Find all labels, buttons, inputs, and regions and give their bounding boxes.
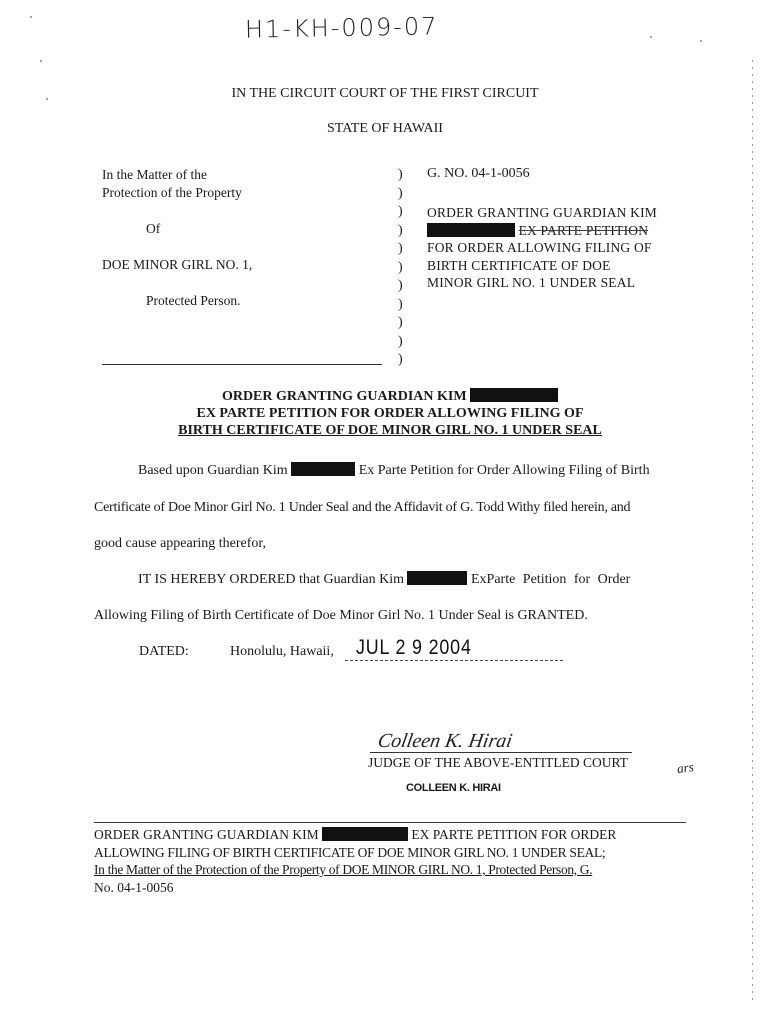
footer-line-1-a: ORDER GRANTING GUARDIAN KIM [94,827,319,842]
order-heading [90,388,690,439]
caption-title-line-3: FOR ORDER ALLOWING FILING OF [427,240,652,255]
dated-place: Honolulu, Hawaii, [230,644,334,659]
body-p2-line-1 [138,571,630,588]
redaction-bar [407,571,467,585]
caption-title-line-4: BIRTH CERTIFICATE OF DOE [427,257,611,273]
paren: ) [398,222,403,238]
paren: ) [398,352,403,367]
judge-title: JUDGE OF THE ABOVE-ENTITLED COURT [368,755,628,770]
paren: ) [398,241,403,256]
redaction-bar [427,223,515,237]
heading-line-1 [90,388,690,405]
footer-line-3: In the Matter of the Protection of the Property of DOE MINOR GIRL NO. 1, Protected Person, G. [94,862,593,877]
caption-title-line-1: ORDER GRANTING GUARDIAN KIM [427,205,658,220]
body-p2-text-b: ExParte Petition for Order [470,572,631,587]
case-number: G. NO. 04-1-0056 [427,166,530,181]
caption-protected: Protected Person. [146,293,241,308]
body-p1-line-2: Certificate of Doe Minor Girl No. 1 Under Seal and the Affidavit of G. Todd Withy filed herein, and [94,500,631,515]
caption-party: DOE MINOR GIRL NO. 1, [102,257,253,272]
paren: ) [398,185,403,201]
body-p1-line-3: good cause appearing therefor, [94,536,267,551]
caption-of: Of [146,221,161,236]
scan-edge-mark [752,60,753,1000]
matter-line-2: Protection of the Property [102,185,242,200]
paren: ) [398,296,403,312]
scan-speck [30,16,32,18]
date-line [345,660,563,661]
dated-label: DATED: [139,644,189,659]
judge-signature: Colleen K. Hirai [376,730,514,752]
paren: ) [398,333,403,349]
court-state: STATE OF HAWAII [327,121,443,136]
footer-line-1-b: EX PARTE PETITION FOR ORDER [411,827,617,842]
redaction-bar [470,388,558,402]
caption-title-line-2 [427,222,727,240]
judge-initials: ars [675,758,695,777]
caption-divider [398,166,403,370]
handwritten-case-stamp: H1-KH-009-07 [244,12,439,44]
caption-left [102,166,392,310]
paren: ) [398,204,403,219]
body-p2-line-2: Allowing Filing of Birth Certificate of Doe Minor Girl No. 1 Under Seal is GRANTED. [94,608,588,623]
heading-line-1-text: ORDER GRANTING GUARDIAN KIM [221,389,467,404]
court-name: IN THE CIRCUIT COURT OF THE FIRST CIRCUIT [231,86,539,101]
caption-title-line-2-text: EX PARTE PETITION [518,222,649,238]
scan-speck [40,60,42,62]
redaction-bar [322,827,408,841]
footer-rule [94,822,686,823]
date-stamp: JUL 2 9 2004 [356,636,472,659]
scan-speck [700,40,702,42]
redaction-bar [291,462,355,476]
signature-line [370,752,632,753]
heading-line-2: EX PARTE PETITION FOR ORDER ALLOWING FILING OF [196,406,584,421]
paren: ) [398,278,403,293]
judge-name-stamp: COLLEEN K. HIRAI [406,782,501,794]
footer-line-1 [94,826,694,844]
body-p1-text-b: Ex Parte Petition for Order Allowing Filing of Birth [358,463,650,478]
body-p1-line-1 [138,462,650,479]
heading-line-3: BIRTH CERTIFICATE OF DOE MINOR GIRL NO. 1 UNDER SEAL [178,423,602,438]
body-p2-text-a: IT IS HEREBY ORDERED that Guardian Kim [138,572,404,587]
caption-document-title [427,204,727,292]
paren: ) [398,259,403,275]
body-p1-text-a: Based upon Guardian Kim [138,463,288,478]
footer-line-2: ALLOWING FILING OF BIRTH CERTIFICATE OF DOE MINOR GIRL NO. 1 UNDER SEAL; [94,844,606,860]
caption-underline [102,364,382,365]
paren: ) [398,315,403,330]
footer [94,826,694,896]
footer-line-4: No. 04-1-0056 [94,879,174,895]
scan-speck [650,36,652,38]
paren: ) [398,167,403,182]
matter-line-1: In the Matter of the [102,167,207,182]
caption-title-line-5: MINOR GIRL NO. 1 UNDER SEAL [427,275,636,290]
